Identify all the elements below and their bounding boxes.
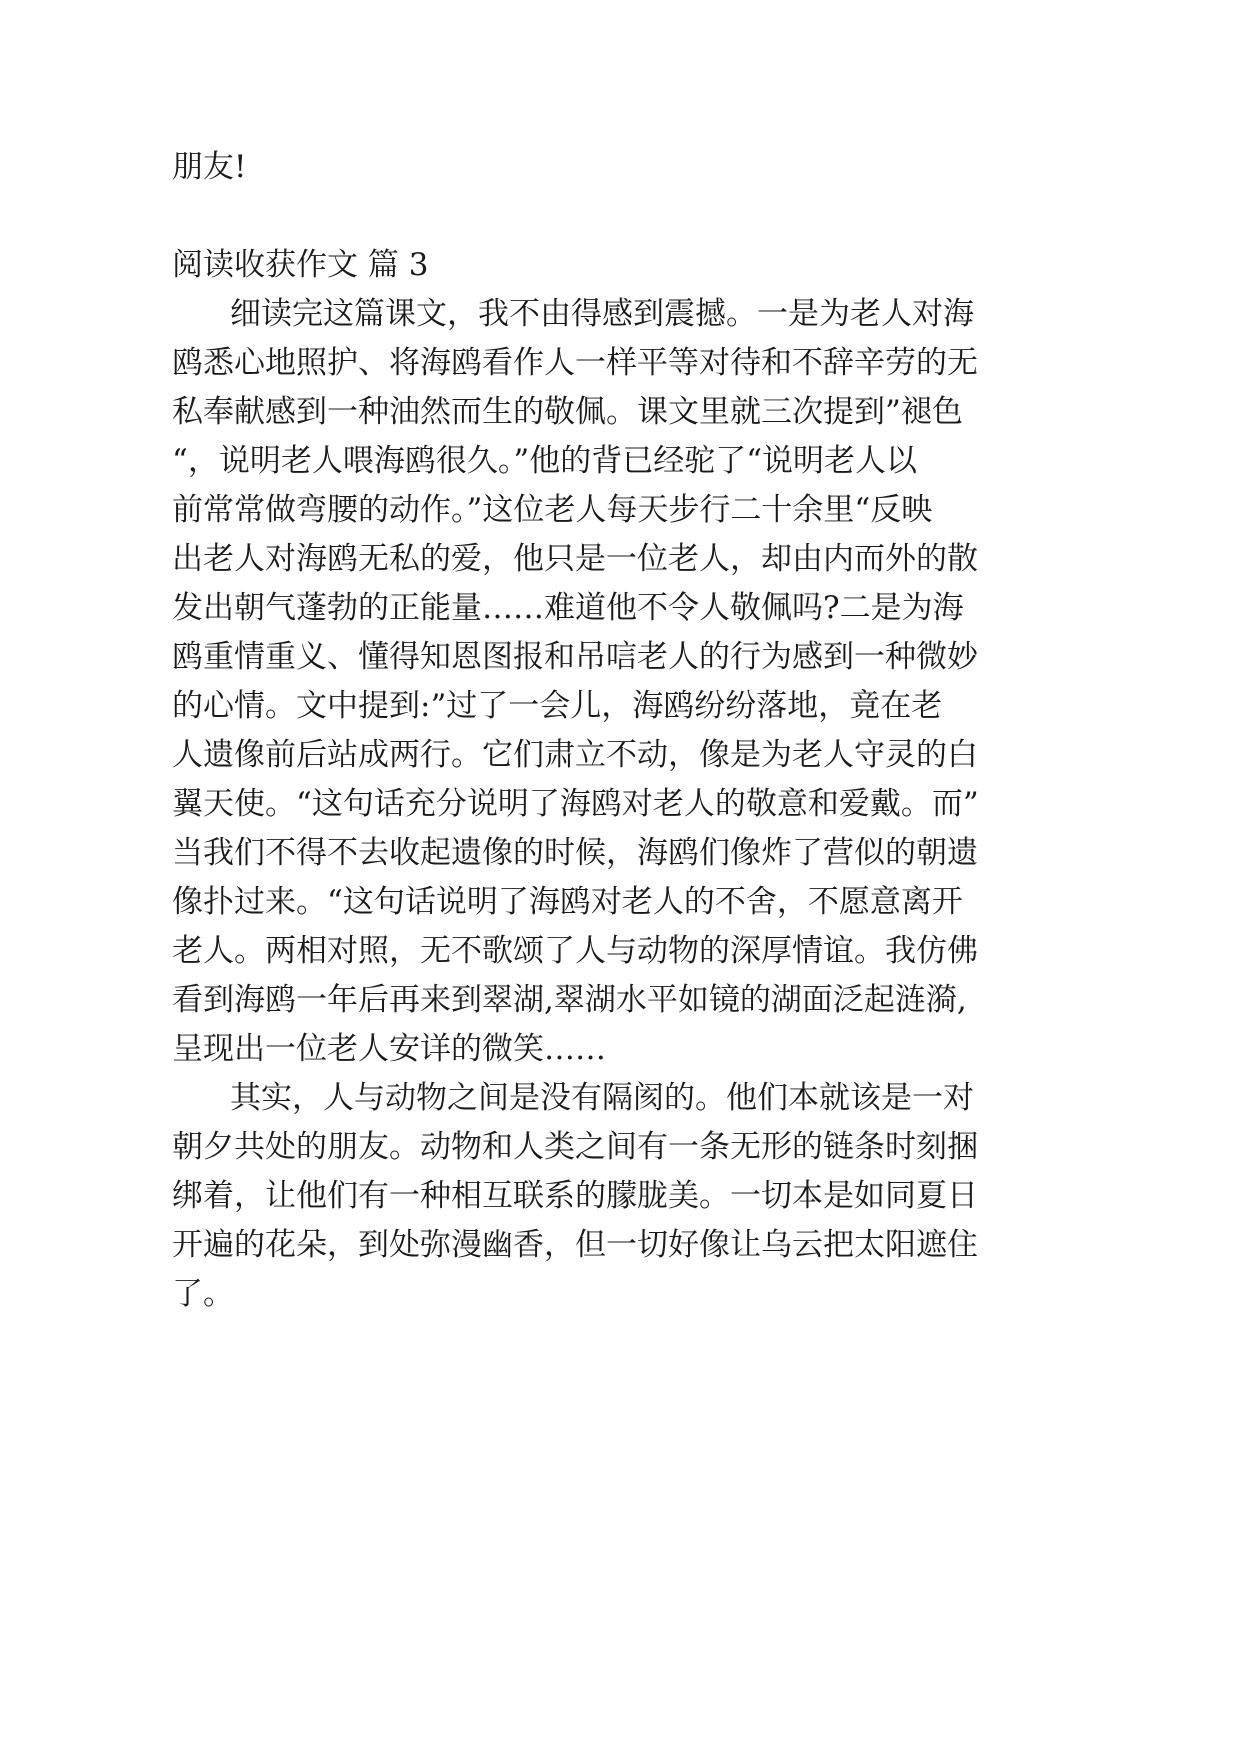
paragraph-1-line: 发出朝气蓬勃的正能量……难道他不令人敬佩吗?二是为海 [172,590,964,626]
paragraph-1-line: 翼天使。“这句话充分说明了海鸥对老人的敬意和爱戴。而” [172,786,979,822]
carryover-text [172,143,246,192]
paragraph-1-line: 人遗像前后站成两行。它们肃立不动，像是为老人守灵的白 [172,737,978,773]
paragraph-2-line: 开遍的花朵，到处弥漫幽香，但一切好像让乌云把太阳遮住 [172,1227,978,1263]
paragraph-1-line: 像扑过来。“这句话说明了海鸥对老人的不舍，不愿意离开 [172,884,963,920]
paragraph-2 [172,1074,978,1319]
paragraph-2-line: 其实，人与动物之间是没有隔阂的。他们本就该是一对 [230,1080,974,1116]
paragraph-1-line: 老人。两相对照，无不歌颂了人与动物的深厚情谊。我仿佛 [172,933,978,969]
paragraph-1 [172,290,979,1074]
paragraph-2-line: 了。 [172,1276,234,1312]
paragraph-1-line: 看到海鸥一年后再来到翠湖,翠湖水平如镜的湖面泛起涟漪, [172,982,967,1018]
paragraph-1-line: 当我们不得不去收起遗像的时候，海鸥们像炸了营似的朝遗 [172,835,978,871]
section-title-text: 阅读收获作文 篇 3 [172,247,429,283]
paragraph-2-line: 绑着，让他们有一种相互联系的朦胧美。一切本是如同夏日 [172,1178,978,1214]
paragraph-1-line: 呈现出一位老人安详的微笑…… [172,1031,606,1067]
paragraph-1-line: “，说明老人喂海鸥很久。”他的背已经驼了“说明老人以 [172,443,918,479]
paragraph-1-line: 私奉献感到一种油然而生的敬佩。课文里就三次提到”褪色 [172,394,963,430]
section-title [172,241,428,290]
paragraph-1-line: 出老人对海鸥无私的爱，他只是一位老人，却由内而外的散 [172,541,978,577]
paragraph-1-line: 的心情。文中提到:”过了一会儿，海鸥纷纷落地，竟在老 [172,688,943,724]
paragraph-1-line: 细读完这篇课文，我不由得感到震撼。一是为老人对海 [230,296,974,332]
paragraph-1-line: 鸥重情重义、懂得知恩图报和吊唁老人的行为感到一种微妙 [172,639,978,675]
carryover-line: 朋友! [172,149,247,185]
paragraph-2-line: 朝夕共处的朋友。动物和人类之间有一条无形的链条时刻捆 [172,1129,978,1165]
paragraph-1-line: 鸥悉心地照护、将海鸥看作人一样平等对待和不辞辛劳的无 [172,345,978,381]
paragraph-1-line: 前常常做弯腰的动作。”这位老人每天步行二十余里“反映 [172,492,933,528]
